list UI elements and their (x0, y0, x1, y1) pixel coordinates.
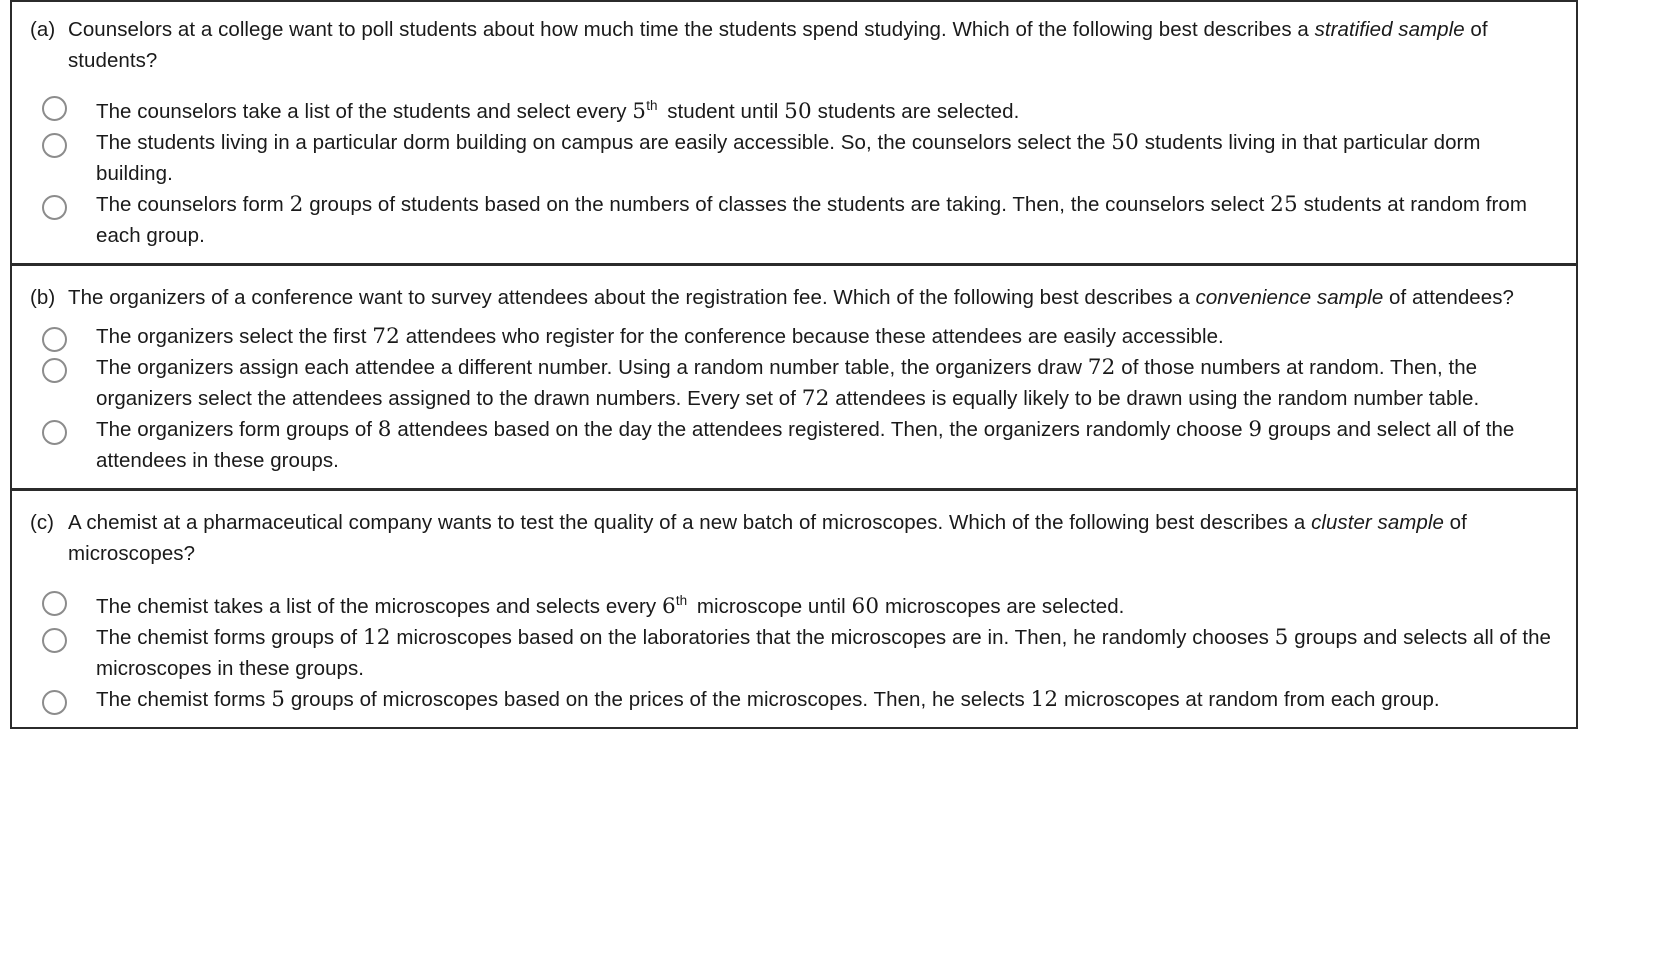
inline-number: 12 (362, 625, 391, 651)
inline-number: 5 (1274, 625, 1289, 651)
question-text: The organizers of a conference want to survey attendees about the registration fee. Which of the following best describes a convenience sample of attendees? (68, 286, 1514, 310)
part-label: (c) (30, 511, 55, 535)
radio-button-icon[interactable] (42, 133, 67, 158)
radio-button-icon[interactable] (42, 327, 67, 352)
question-part-b (12, 263, 1576, 488)
inline-ordinal-number: 6th (661, 593, 688, 620)
inline-number: 72 (801, 386, 830, 412)
radio-button-icon[interactable] (42, 690, 67, 715)
inline-number: 50 (784, 99, 812, 125)
inline-number: 8 (377, 417, 392, 443)
option-text[interactable]: The organizers form groups of 8 attendees based on the day the attendees registered. Then, the organizers randomly choose 9 groups and select all of the attendees in these groups. (96, 417, 1515, 473)
answer-option[interactable] (24, 622, 1564, 684)
inline-number: 12 (1030, 687, 1059, 713)
option-group (24, 585, 1564, 715)
question-part-a (12, 2, 1576, 263)
radio-cell[interactable] (24, 414, 96, 445)
option-text[interactable]: The organizers assign each attendee a different number. Using a random number table, the organizers draw 72 of those numbers at random. Then, the organizers select the attendees assigned to the drawn numbers. Every set of 72 attendees is equally likely to be drawn using the random number table. (96, 355, 1480, 412)
radio-cell[interactable] (24, 127, 96, 158)
answer-option[interactable] (24, 414, 1564, 476)
answer-option[interactable] (24, 585, 1564, 622)
radio-cell[interactable] (24, 352, 96, 383)
inline-number: 9 (1248, 417, 1263, 443)
sampling-term: cluster sample (1311, 511, 1444, 535)
answer-option[interactable] (24, 321, 1564, 352)
radio-button-icon[interactable] (42, 96, 67, 121)
radio-cell[interactable] (24, 684, 96, 715)
question-text: Counselors at a college want to poll students about how much time the students spend studying. Which of the following best describes a stratified sample of students? (68, 18, 1488, 72)
option-text[interactable]: The counselors form 2 groups of students based on the numbers of classes the students are taking. Then, the counselors select 25 students at random from each group. (96, 192, 1527, 248)
option-group (24, 321, 1564, 476)
option-text[interactable]: The students living in a particular dorm building on campus are easily accessible. So, the counselors select the 50 students living in that particular dorm building. (96, 130, 1481, 186)
option-text[interactable]: The counselors take a list of the students and select every 5th student until 50 students are selected. (96, 98, 1020, 125)
option-text[interactable]: The chemist takes a list of the microscopes and selects every 6th microscope until 60 microscopes are selected. (96, 593, 1125, 620)
answer-option[interactable] (24, 127, 1564, 189)
sampling-term: convenience sample (1195, 286, 1384, 310)
ordinal-suffix: th (675, 593, 688, 609)
option-text[interactable]: The organizers select the first 72 attendees who register for the conference because these attendees are easily accessible. (96, 324, 1224, 350)
radio-cell[interactable] (24, 90, 96, 121)
answer-option[interactable] (24, 189, 1564, 251)
sampling-term: stratified sample (1314, 18, 1465, 41)
radio-cell[interactable] (24, 321, 96, 352)
radio-button-icon[interactable] (42, 591, 67, 616)
inline-ordinal-number: 5th (632, 98, 658, 125)
question-stem (24, 282, 1564, 313)
inline-number: 72 (1087, 355, 1116, 381)
option-text[interactable]: The chemist forms groups of 12 microscopes based on the laboratories that the microscopes are in. Then, he randomly chooses 5 groups and selects all of the microscopes in these groups. (96, 625, 1552, 681)
radio-button-icon[interactable] (42, 358, 67, 383)
answer-option[interactable] (24, 90, 1564, 127)
radio-cell[interactable] (24, 622, 96, 653)
ordinal-suffix: th (646, 98, 658, 113)
question-stem (24, 507, 1564, 569)
inline-number: 72 (372, 324, 400, 350)
answer-option[interactable] (24, 352, 1564, 414)
quiz-frame (10, 0, 1578, 729)
inline-number: 25 (1270, 192, 1298, 218)
part-label: (b) (30, 286, 56, 310)
inline-number: 60 (851, 594, 880, 620)
radio-cell[interactable] (24, 585, 96, 616)
radio-button-icon[interactable] (42, 195, 67, 220)
part-label: (a) (30, 18, 56, 41)
inline-number: 50 (1111, 130, 1139, 156)
radio-cell[interactable] (24, 189, 96, 220)
question-part-c (12, 488, 1576, 727)
radio-button-icon[interactable] (42, 420, 67, 445)
answer-option[interactable] (24, 684, 1564, 715)
option-text[interactable]: The chemist forms 5 groups of microscopes based on the prices of the microscopes. Then, he selects 12 microscopes at random from each group. (96, 687, 1440, 713)
option-group (24, 90, 1564, 251)
inline-number: 5 (271, 687, 286, 713)
radio-button-icon[interactable] (42, 628, 67, 653)
question-text: A chemist at a pharmaceutical company wants to test the quality of a new batch of microscopes. Which of the following best describes a cluster sample of microscopes? (68, 511, 1467, 566)
inline-number: 2 (289, 192, 304, 218)
question-stem (24, 14, 1564, 76)
